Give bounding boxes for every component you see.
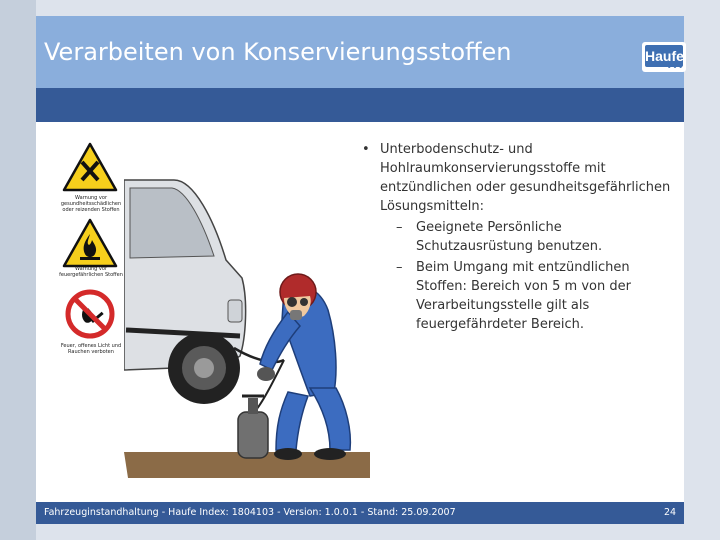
- left-margin-strip: [0, 0, 36, 540]
- harmful-warning-icon: [64, 144, 116, 190]
- sub-bullet-text: Geeignete Persönliche Schutzausrüstung benutzen.: [416, 220, 603, 254]
- worker-figure: [257, 274, 350, 460]
- flammable-warning-icon: [64, 220, 116, 266]
- right-margin-strip: [684, 0, 720, 540]
- sign-label-harmful: Warnung vor gesundheitsschädlichen oder reizenden Stoffen: [60, 195, 122, 213]
- logo-wordmark: Haufe: [645, 45, 683, 67]
- safety-signs: [60, 140, 120, 360]
- header-band: [36, 88, 684, 122]
- list-item: [362, 258, 672, 334]
- sign-label-flammable: Warnung vor feuergefährlichen Stoffen: [59, 266, 123, 278]
- logo-dots: •••: [666, 63, 684, 72]
- list-item: [362, 140, 672, 216]
- bullet-list: [362, 140, 672, 334]
- sign-label-no-flame: Feuer, offenes Licht und Rauchen verboten: [60, 343, 122, 355]
- slide-title: Verarbeiten von Konservierungsstoffen: [44, 38, 512, 66]
- list-item: [362, 218, 672, 256]
- bullet-main-text: Unterbodenschutz- und Hohlraumkonservierungsstoffe mit entzündlichen oder gesundheitsgefährlichen Lösungsmitteln:: [380, 142, 671, 214]
- worker-car-illustration: [124, 160, 374, 480]
- footer-text: Fahrzeuginstandhaltung - Haufe Index: 1804103 - Version: 1.0.0.1 - Stand: 25.09.2007: [44, 507, 456, 518]
- dash-marker: –: [396, 220, 403, 235]
- no-open-flame-icon: [68, 292, 112, 336]
- bullet-dot: •: [362, 142, 370, 157]
- haufe-logo: [642, 42, 686, 72]
- pressure-tank-icon: [238, 396, 268, 458]
- page-number: 24: [664, 507, 677, 518]
- car-rear-illustration: [124, 180, 246, 404]
- sub-bullet-text: Beim Umgang mit entzündlichen Stoffen: Bereich von 5 m von der Verarbeitungsstelle gilt als feuergefährdeter Bereich.: [416, 260, 631, 332]
- dash-marker: –: [396, 260, 403, 275]
